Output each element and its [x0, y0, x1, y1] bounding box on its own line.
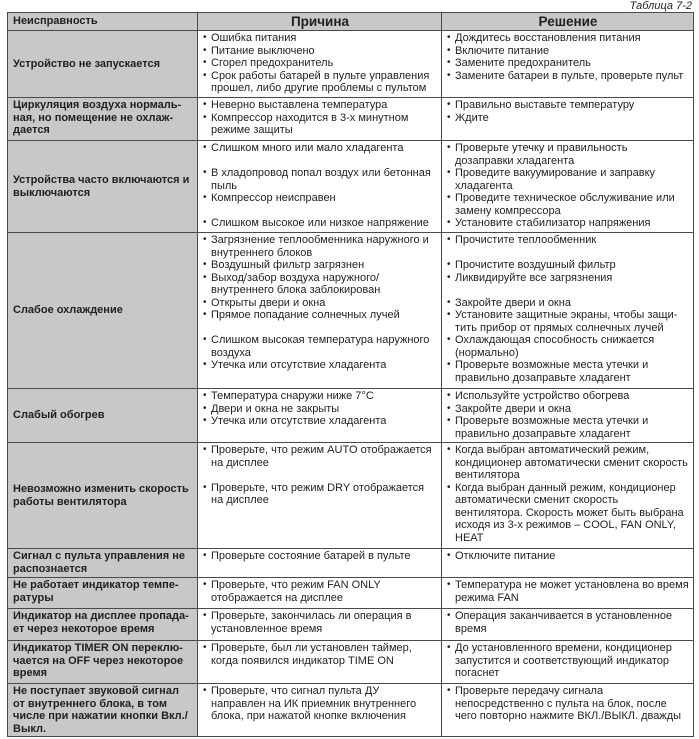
solution-item: • Отключите питание [447, 550, 689, 563]
cause-item: • Утечка или отсутствие хладагента [203, 415, 437, 428]
cause-item: • Выход/забор воздуха наружного/ внутреннего блока заблокирован [203, 272, 437, 297]
solution-item: • Проведите вакуумирование и заправку хладагента [447, 167, 689, 192]
solution-item: • Ждите [447, 112, 689, 125]
fault-cell: Слабый обогрев [8, 389, 198, 443]
cause-cell [198, 549, 442, 578]
cause-cell [198, 141, 442, 233]
table-caption: Таблица 7-2 [629, 0, 692, 12]
solution-item: • Установите стабилизатор напряжения [447, 217, 689, 230]
table-row [8, 549, 694, 578]
solution-item: • Проверьте передачу сигнала непосредственно с пульта на блок, после чего повторно нажмите ВКЛ./ВЫКЛ. дважды [447, 685, 689, 723]
fault-cell: Циркуляция воздуха нормаль-ная, но помещение не охлаж-дается [8, 98, 198, 141]
header-cause: Причина [198, 13, 442, 31]
solution-item: • Замените батареи в пульте, проверьте пульт [447, 70, 689, 83]
fault-cell: Устройства часто включаются и выключаются [8, 141, 198, 233]
cause-item: • Проверьте, что сигнал пульта ДУ направлен на ИК приемник внутреннего блока, при нажатой кнопке включения [203, 685, 437, 723]
solution-cell [442, 141, 694, 233]
table-row [8, 389, 694, 443]
solution-cell [442, 684, 694, 737]
cause-item: • Сгорел предохранитель [203, 57, 437, 70]
solution-item: • Используйте устройство обогрева [447, 390, 689, 403]
solution-item: • Правильно выставьте температуру [447, 99, 689, 112]
cause-cell [198, 98, 442, 141]
fault-cell: Устройство не запускается [8, 31, 198, 98]
solution-cell [442, 31, 694, 98]
cause-item: • Проверьте состояние батарей в пульте [203, 550, 437, 563]
solution-item: • Когда выбран автоматический режим, кондиционер автоматически сменит скорость вентилятора [447, 444, 689, 482]
solution-cell [442, 641, 694, 684]
cause-item: • Слишком высокое или низкое напряжение [203, 217, 437, 230]
cause-item: • Воздушный фильтр загрязнен [203, 259, 437, 272]
cause-item: • Утечка или отсутствие хладагента [203, 359, 437, 372]
solution-cell [442, 233, 694, 389]
solution-cell [442, 609, 694, 641]
solution-item: • Проверьте утечку и правильность дозаправки хладагента [447, 142, 689, 167]
cause-item: • Срок работы батарей в пульте управления прошел, либо другие проблемы с пультом [203, 70, 437, 95]
cause-item: • Компрессор находится в 3-х минутном режиме защиты [203, 112, 437, 137]
cause-cell [198, 684, 442, 737]
solution-item: • Прочистите воздушный фильтр [447, 259, 689, 272]
cause-item: • Питание выключено [203, 45, 437, 58]
table-row [8, 578, 694, 609]
cause-cell [198, 609, 442, 641]
header-fault: Неисправность [8, 13, 198, 31]
fault-cell: Невозможно изменить скорость работы вентилятора [8, 443, 198, 549]
table-row [8, 31, 694, 98]
cause-item: • В хладопровод попал воздух или бетонная пыль [203, 167, 437, 192]
solution-cell [442, 578, 694, 609]
solution-item: • Операция заканчивается в установленное время [447, 610, 689, 635]
fault-cell: Индикатор TIMER ON переклю-чается на OFF через некоторое время [8, 641, 198, 684]
solution-item: • Проверьте возможные места утечки и правильно дозаправьте хладагент [447, 359, 689, 384]
fault-cell: Индикатор на дисплее пропада-ет через некоторое время [8, 609, 198, 641]
solution-item: • Охлаждающая способность снижается (нормально) [447, 334, 689, 359]
cause-cell [198, 31, 442, 98]
table-row [8, 443, 694, 549]
cause-item: • Проверьте, что режим AUTO отображается на дисплее [203, 444, 437, 469]
solution-cell [442, 443, 694, 549]
solution-item: • До установленного времени, кондиционер запустится и соответствующий индикатор погаснет [447, 642, 689, 680]
solution-item: • Дождитесь восстановления питания [447, 32, 689, 45]
solution-item: • Закройте двери и окна [447, 297, 689, 310]
cause-item: • Проверьте, закончилась ли операция в установленное время [203, 610, 437, 635]
solution-cell [442, 549, 694, 578]
cause-item: • Температура снаружи ниже 7°C [203, 390, 437, 403]
cause-item: • Проверьте, что режим DRY отображается на дисплее [203, 482, 437, 507]
cause-item: • Ошибка питания [203, 32, 437, 45]
solution-item: • Ликвидируйте все загрязнения [447, 272, 689, 285]
cause-cell [198, 443, 442, 549]
cause-item: • Проверьте, что режим FAN ONLY отображается на дисплее [203, 579, 437, 604]
cause-item: • Неверно выставлена температура [203, 99, 437, 112]
cause-cell [198, 389, 442, 443]
fault-cell: Сигнал с пульта управления не распознается [8, 549, 198, 578]
solution-item: • Проверьте возможные места утечки и правильно дозаправьте хладагент [447, 415, 689, 440]
cause-item: • Проверьте, был ли установлен таймер, когда появился индикатор TIME ON [203, 642, 437, 667]
table-row [8, 609, 694, 641]
cause-item: • Слишком много или мало хладагента [203, 142, 437, 155]
table-row [8, 641, 694, 684]
table-row [8, 233, 694, 389]
cause-item: • Прямое попадание солнечных лучей [203, 309, 437, 322]
table-row [8, 684, 694, 737]
cause-item: • Компрессор неисправен [203, 192, 437, 205]
solution-item: • Температура не может установлена во время режима FAN [447, 579, 689, 604]
solution-cell [442, 98, 694, 141]
fault-cell: Слабое охлаждение [8, 233, 198, 389]
solution-item: • Замените предохранитель [447, 57, 689, 70]
troubleshooting-table [7, 12, 694, 737]
cause-cell [198, 578, 442, 609]
solution-item: • Включите питание [447, 45, 689, 58]
cause-cell [198, 233, 442, 389]
cause-item: • Слишком высокая температура наружного воздуха [203, 334, 437, 359]
table-row [8, 98, 694, 141]
fault-cell: Не работает индикатор темпе-ратуры [8, 578, 198, 609]
table-row [8, 141, 694, 233]
cause-item: • Загрязнение теплообменника наружного и внутреннего блоков [203, 234, 437, 259]
table-header-row [8, 13, 694, 31]
header-solution: Решение [442, 13, 694, 31]
solution-item: • Проведите техническое обслуживание или замену компрессора [447, 192, 689, 217]
solution-cell [442, 389, 694, 443]
cause-cell [198, 641, 442, 684]
fault-cell: Не поступает звуковой сигнал от внутреннего блока, в том числе при нажатии кнопки Вкл./Выкл. [8, 684, 198, 737]
solution-item: • Прочистите теплообменник [447, 234, 689, 247]
solution-item: • Когда выбран данный режим, кондиционер автоматически сменит скорость вентилятора. Скорость может быть выбрана исходя из 3-х режимов – COOL, FAN ONLY, HEAT [447, 482, 689, 545]
solution-item: • Закройте двери и окна [447, 403, 689, 416]
solution-item: • Установите защитные экраны, чтобы защи-тить прибор от прямых солнечных лучей [447, 309, 689, 334]
cause-item: • Двери и окна не закрыты [203, 403, 437, 416]
cause-item: • Открыты двери и окна [203, 297, 437, 310]
